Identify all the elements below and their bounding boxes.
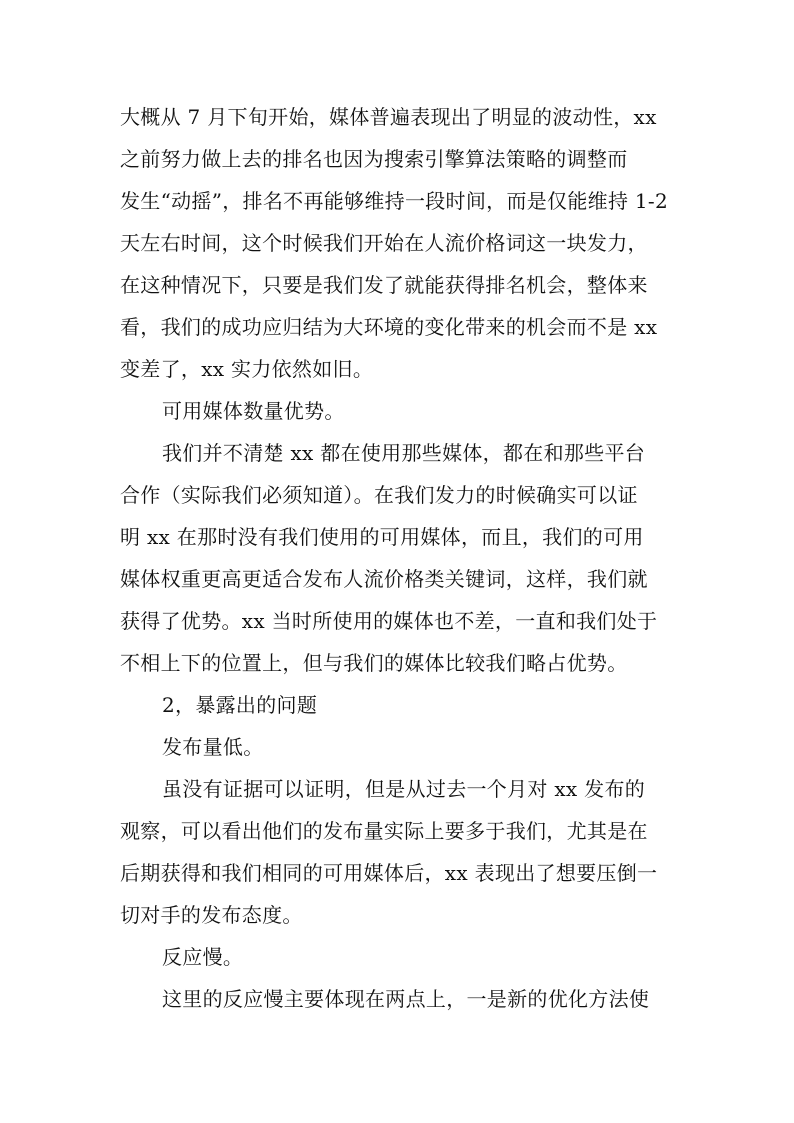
paragraph-line: 之前努力做上去的排名也因为搜索引擎算法策略的调整而 [120,147,628,171]
paragraph-line: 媒体权重更高更适合发布人流价格类关键词，这样，我们就 [120,567,648,591]
paragraph-line: 变差了，xx 实力依然如旧。 [120,357,374,381]
paragraph-line: 这里的反应慢主要体现在两点上，一是新的优化方法使 [162,987,650,1011]
section-heading: 反应慢。 [162,945,244,969]
paragraph-line: 大概从 7 月下旬开始，媒体普遍表现出了明显的波动性，xx [120,105,657,129]
section-heading: 发布量低。 [162,735,264,759]
paragraph-line: 不相上下的位置上，但与我们的媒体比较我们略占优势。 [120,651,628,675]
paragraph-line: 天左右时间，这个时候我们开始在人流价格词这一块发力， [120,231,648,255]
section-heading: 2，暴露出的问题 [162,693,318,717]
paragraph-line: 在这种情况下，只要是我们发了就能获得排名机会，整体来 [120,273,648,297]
paragraph-line: 合作（实际我们必须知道）。在我们发力的时候确实可以证 [120,483,638,507]
paragraph-line: 看，我们的成功应归结为大环境的变化带来的机会而不是 xx [120,315,658,339]
paragraph-line: 后期获得和我们相同的可用媒体后，xx 表现出了想要压倒一 [120,861,658,885]
paragraph-line: 明 xx 在那时没有我们使用的可用媒体，而且，我们的可用 [120,525,644,549]
paragraph-line: 发生“动摇”，排名不再能够维持一段时间，而是仅能维持 1-2 [120,189,669,213]
paragraph-line: 切对手的发布态度。 [120,903,303,927]
paragraph-line: 观察，可以看出他们的发布量实际上要多于我们，尤其是在 [120,819,648,843]
paragraph-line: 虽没有证据可以证明，但是从过去一个月对 xx 发布的 [162,777,646,801]
paragraph-line: 我们并不清楚 xx 都在使用那些媒体，都在和那些平台 [162,441,646,465]
section-heading: 可用媒体数量优势。 [162,399,345,423]
paragraph-line: 获得了优势。xx 当时所使用的媒体也不差，一直和我们处于 [120,609,658,633]
